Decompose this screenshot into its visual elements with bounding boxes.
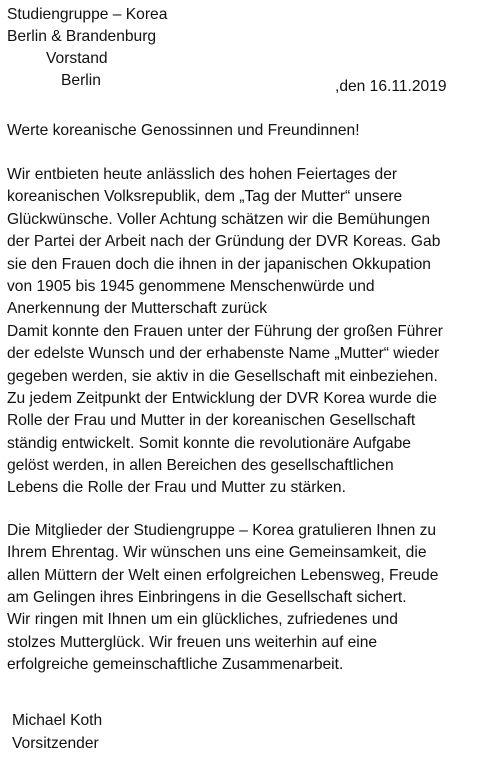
letter-body [7,164,497,677]
paragraph-line: ständig entwickelt. Somit konnte die revolutionäre Aufgabe [7,434,411,452]
sender-org-line3: Vorstand [46,50,108,67]
paragraph-line: der edelste Wunsch und der erhabenste Name „Mutter“ wieder [7,345,440,363]
sender-city: Berlin [61,72,101,89]
paragraph-line: Lebens die Rolle der Frau und Mutter zu stärken. [7,479,346,497]
paragraph-line: am Gelingen ihres Einbringens in die Gesellschaft sichert. [7,589,407,607]
sender-org-line1: Studiengruppe – Korea [7,6,168,23]
paragraph-line: Anerkennung der Mutterschaft zurück [7,300,268,318]
paragraph-line: stolzes Mutterglück. Wir freuen uns weiterhin auf eine [7,633,378,651]
paragraph-line: erfolgreiche gemeinschaftliche Zusammenarbeit. [7,656,344,674]
letter-date: ,den 16.11.2019 [335,78,447,95]
paragraph-line: sie den Frauen doch die ihnen in der japanischen Okkupation [7,255,431,273]
paragraph-line: Rolle der Frau und Mutter in der koreanischen Gesellschaft [7,412,416,430]
paragraph-line: der Partei der Arbeit nach der Gründung der DVR Koreas. Gab [7,233,441,251]
paragraph-line: gegeben werden, sie aktiv in die Gesellschaft mit einbeziehen. [7,367,438,385]
signature-name: Michael Koth [12,712,103,729]
paragraph-line: von 1905 bis 1945 genommene Menschenwürde und [7,277,375,295]
paragraph-line: Glückwünsche. Voller Achtung schätzen wir die Bemühungen [7,210,431,228]
paragraph-line: Wir ringen mit Ihnen um ein glückliches, zufriedenes und [7,611,398,629]
paragraph-line: Die Mitglieder der Studiengruppe – Korea gratulieren Ihnen zu [7,521,437,539]
paragraph-line: Wir entbieten heute anlässlich des hohen Feiertages der [7,166,398,183]
paragraph-line: Damit konnte den Frauen unter der Führung der großen Führer [7,322,443,340]
signature-block [12,710,102,755]
paragraph-line: gelöst werden, in allen Bereichen des gesellschaftlichen [7,457,394,475]
signature-title: Vorsitzender [12,734,99,752]
paragraph-line: allen Müttern der Welt einen erfolgreichen Lebensweg, Freude [7,566,439,584]
paragraph-gap [7,500,497,520]
salutation: Werte koreanische Genossinnen und Freundinnen! [7,122,360,139]
sender-org-line2: Berlin & Brandenburg [7,28,157,45]
paragraph-line: Zu jedem Zeitpunkt der Entwicklung der DVR Korea wurde die [7,389,437,407]
paragraph-line: koreanischen Volksrepublik, dem „Tag der Mutter“ unsere [7,188,403,206]
paragraph-line: Ihrem Ehrentag. Wir wünschen uns eine Gemeinsamkeit, die [7,544,427,562]
